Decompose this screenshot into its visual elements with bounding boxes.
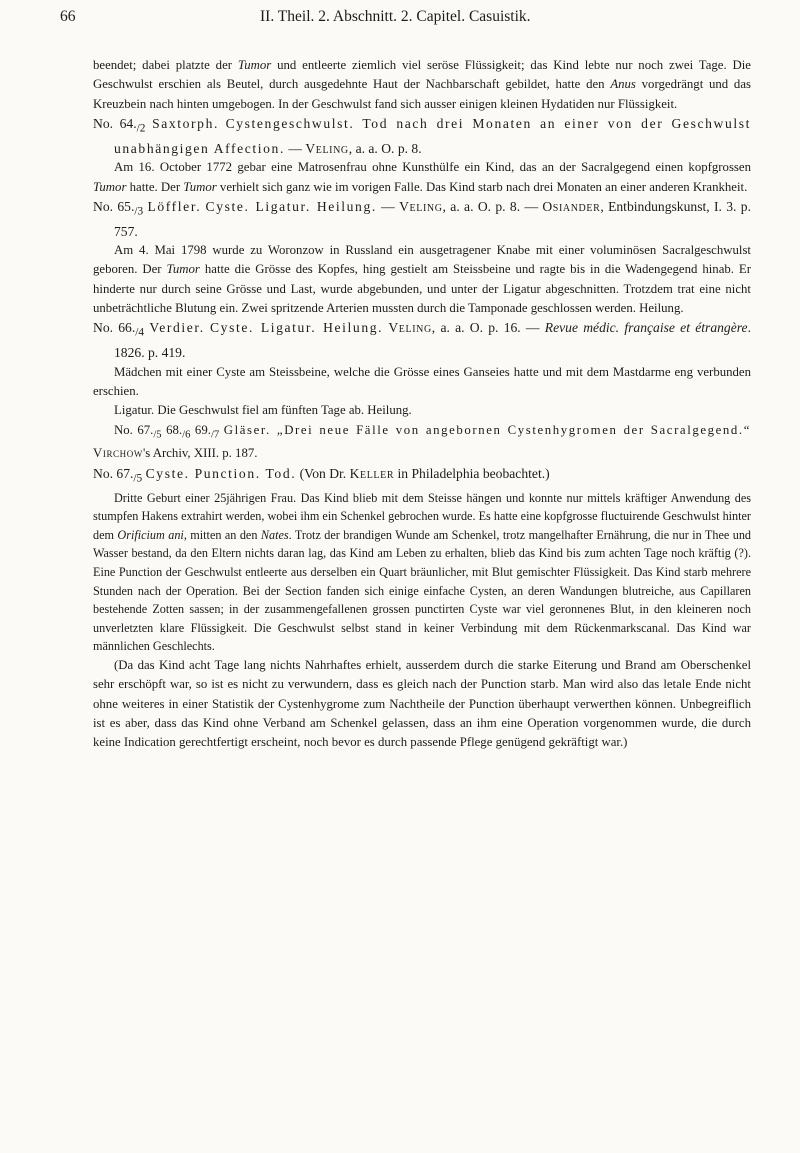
page-number: 66 xyxy=(60,8,76,25)
case-heading-66: No. $66._{/4}$ Verdier. Cyste. Ligatur. Heilung. Veling, a. a. O. p. 16. — Revue médic. française et étrangère. 1826. p. 419. xyxy=(93,320,751,361)
case-text-65: Am 4. Mai 1798 wurde zu Woronzow in Russland ein ausgetragener Knabe mit einer voluminösen Sacralgeschwulst geboren. Der Tumor hatte die Grösse des Kopfes, hing gestielt am Steissbeine und ragte bis in die Wadengegend hinab. Er hinderte nur durch seine Grösse und Last, wurde abgebunden, und unter der Ligatur abgeschnitten. Trotzdem trat eine nicht unbeträchtliche Blutung ein. Zwei spritzende Arterien mussten durch die Tamponade geschlossen werden. Heilung. xyxy=(93,243,751,315)
running-title: II. Theil. 2. Abschnitt. 2. Capitel. Casuistik. xyxy=(260,8,531,25)
paragraph-continuation: beendet; dabei platzte der Tumor und entleerte ziemlich viel seröse Flüssigkeit; das Kind lebte nur noch zwei Tage. Die Geschwulst erschien als Beutel, durch ausgedehnte Haut der Nachbarschaft gebildet, hatte den Anus vorgedrängt und das Kreuzbein nach hinten umgebogen. In der Geschwulst fand sich ausser einigen kleinen Hydatiden nur Flüssigkeit. xyxy=(93,58,751,111)
case-comment-67: (Da das Kind acht Tage lang nichts Nahrhaftes erhielt, ausserdem durch die starke Eiterung und Brand am Oberschenkel sehr erschöpft war, so ist es nicht zu verwundern, dass es gleich nach der Punction starb. Man wird also das letale Ende nicht ohne weiteres in einer Statistik der Cystenhygrome zum Nachtheile der Punction überhaupt verwerthen können. Unbegreiflich ist es aber, dass das Kind ohne Verband am Schenkel gelassen, dass an ihm eine Operation vorgenommen wurde, die durch keine Indication gerechtfertigt erscheint, noch bevor es durch passende Pflege genügend gekräftigt war.) xyxy=(93,658,751,750)
case-text-66b: Ligatur. Die Geschwulst fiel am fünften Tage ab. Heilung. xyxy=(114,403,412,418)
body-text xyxy=(93,56,751,752)
case-heading-67-69: No. $67._{/5}$ $68._{/6}$ $69._{/7}$ Gläser. „Drei neue Fälle von angebornen Cystenhygromen der Sacralgegend.“ Virchow's Archiv, XIII. p. 187. xyxy=(93,422,752,461)
case-heading-65: No. $65._{/3}$ Löffler. Cyste. Ligatur. Heilung. — Veling, a. a. O. p. 8. — Osiander, Entbindungskunst, I. 3. p. 757. xyxy=(93,198,751,239)
case-text-67: Dritte Geburt einer 25jährigen Frau. Das Kind blieb mit dem Steisse hängen und konnte nur mittels kräftiger Anwendung des stumpfen Hakens extrahirt werden, wobei ihm ein Schenkel gebrochen wurde. Es hatte eine kopfgrosse fluctuirende Geschwulst hinter dem Orificium ani, mitten an den Nates. Trotz der brandigen Wunde am Schenkel, trotz mangelhafter Ernährung, die nur in Thee und Wasser bestand, da den Eltern nichts daran lag, das Kind am Leben zu erhalten, blieb das Kind bis zum achten Tage noch kräftig (?). Eine Punction der Geschwulst entleerte aus derselben ein Quart bräunlicher, mit Blut gemischter Flüssigkeit. Das Kind starb mehrere Stunden nach der Operation. Bei der Section fanden sich einige einfache Cysten, an deren Wandungen blutreiche, aus Capillaren bestehende Zotten sassen; in der zusammengefallenen grossen punctirten Cyste war viel geronnenes Blut, in den kleineren noch unverletzten klare Flüssigkeit. Die Geschwulst selbst stand in keiner Verbindung mit dem Rückenmarkscanal. Das Kind war männlichen Geschlechts. xyxy=(93,490,752,654)
case-heading-67: No. $67._{/5}$ Cyste. Punction. Tod. (Von Dr. Keller in Philadelphia beobachtet.) xyxy=(93,465,550,485)
case-heading-64: No. $64._{/2}$ Saxtorph. Cystengeschwulst. Tod nach drei Monaten an einer von der Geschwulst unabhängigen Affection. — Veling, a. a. O. p. 8. xyxy=(93,115,751,156)
running-header xyxy=(60,6,740,28)
case-text-64: Am 16. October 1772 gebar eine Matrosenfrau ohne Kunsthülfe ein Kind, das an der Sacralgegend einen kopfgrossen Tumor hatte. Der Tumor verhielt sich ganz wie im vorigen Falle. Das Kind starb nach drei Monaten an einer anderen Krankheit. xyxy=(93,160,751,194)
case-text-66a: Mädchen mit einer Cyste am Steissbeine, welche die Grösse eines Ganseies hatte und mit dem Mastdarme eng verbunden erschien. xyxy=(93,364,751,398)
